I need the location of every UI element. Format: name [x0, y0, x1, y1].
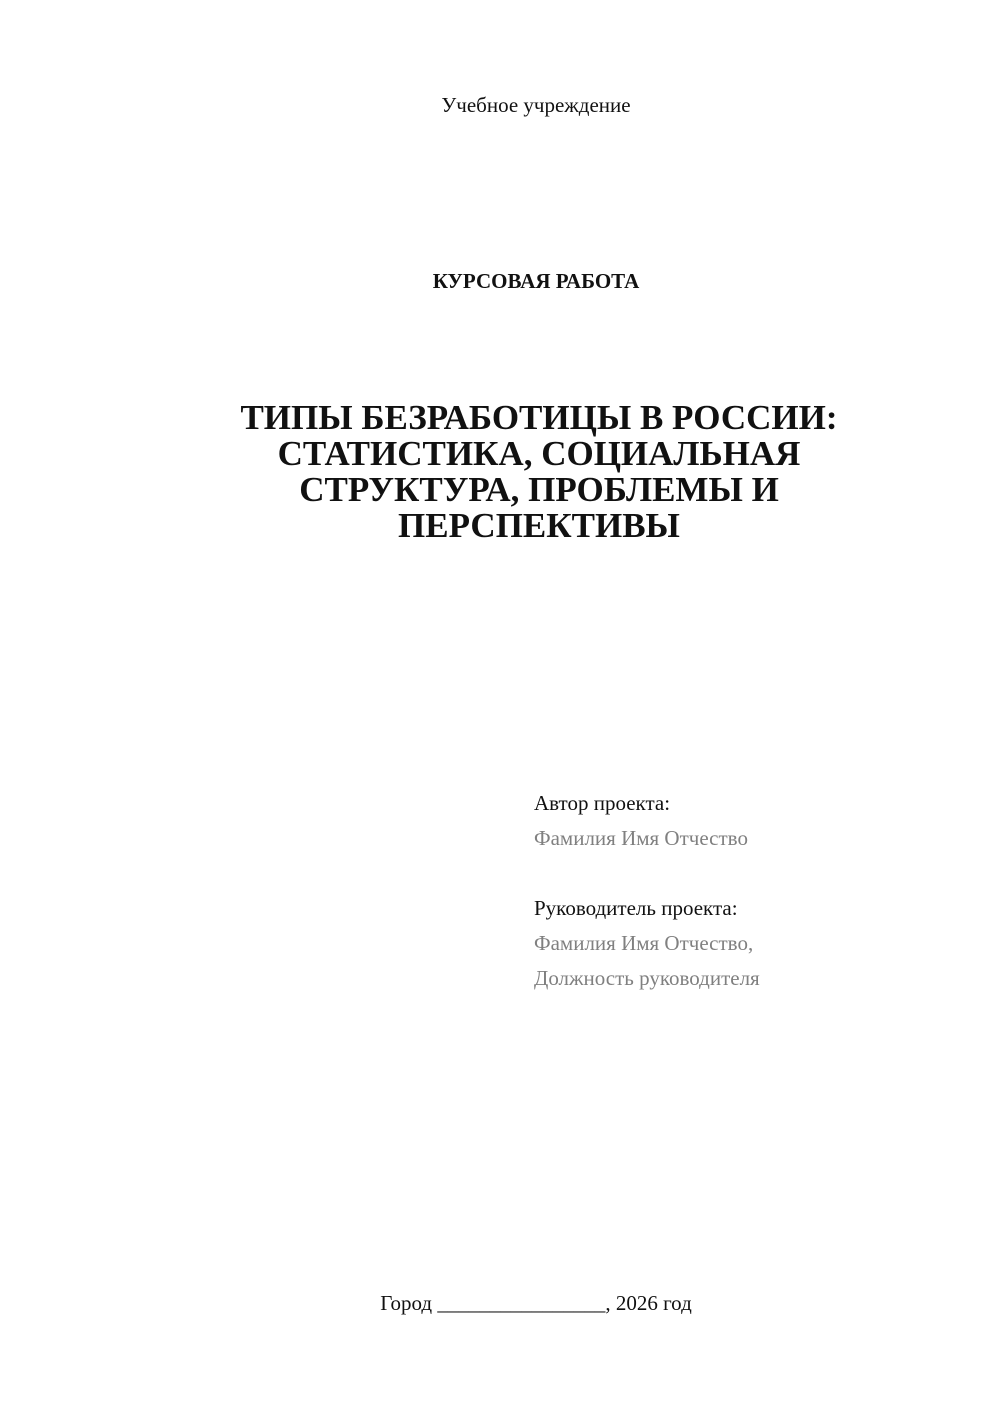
supervisor-label: Руководитель проекта:: [534, 896, 738, 920]
document-type: КУРСОВАЯ РАБОТА: [432, 269, 640, 293]
year-text: , 2026 год: [605, 1291, 692, 1315]
authors-block: [534, 786, 954, 996]
author-label: Автор проекта:: [534, 791, 671, 815]
city-blank: ________________: [437, 1291, 606, 1315]
title-line: ТИПЫ БЕЗРАБОТИЦЫ В РОССИИ:: [240, 398, 838, 437]
block-spacer: [534, 856, 954, 891]
institution-name: Учебное учреждение: [441, 93, 631, 117]
title-line: СТРУКТУРА, ПРОБЛЕМЫ И: [299, 470, 779, 509]
city-year-line: [72, 1288, 1000, 1318]
document-title: [200, 400, 878, 544]
title-line: ПЕРСПЕКТИВЫ: [398, 506, 680, 545]
author-name: Фамилия Имя Отчество: [534, 826, 748, 850]
title-line: СТАТИСТИКА, СОЦИАЛЬНАЯ: [277, 434, 801, 473]
supervisor-position: Должность руководителя: [534, 966, 760, 990]
supervisor-name: Фамилия Имя Отчество,: [534, 931, 754, 955]
city-label: Город: [380, 1291, 433, 1315]
